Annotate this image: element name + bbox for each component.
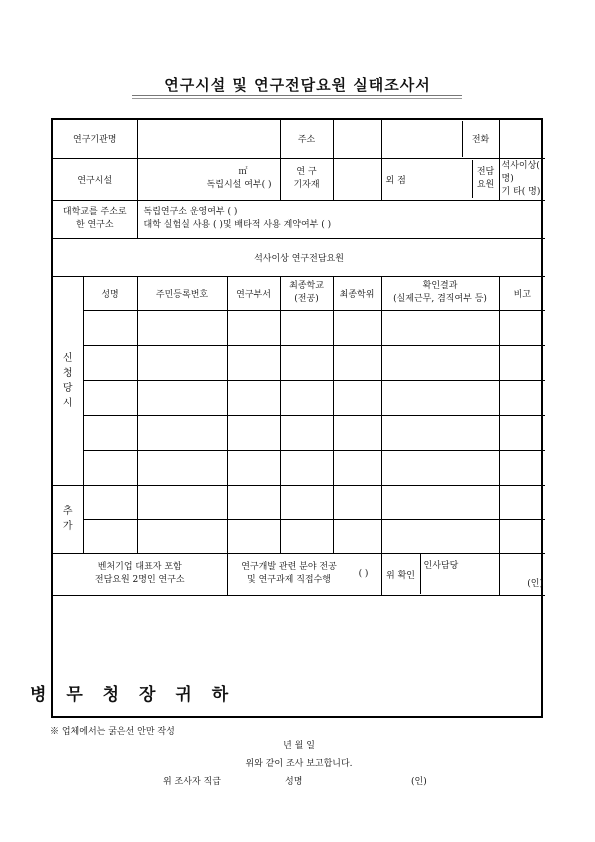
facility-field[interactable] — [137, 158, 280, 200]
col-name: 성명 — [83, 276, 137, 310]
equipment-label: 연 구 기자재 — [280, 158, 333, 200]
table-row — [53, 415, 545, 450]
venture-paren: ( ) — [358, 569, 369, 579]
column-header-row — [53, 276, 545, 310]
cell[interactable] — [280, 485, 333, 519]
cell[interactable] — [137, 485, 227, 519]
cell[interactable] — [227, 310, 280, 345]
equipment-field[interactable] — [333, 158, 381, 200]
cell[interactable] — [280, 345, 333, 380]
cell[interactable] — [381, 415, 499, 450]
institution-row — [53, 120, 545, 158]
group-added: 추 가 — [53, 485, 83, 553]
cell[interactable] — [333, 415, 381, 450]
cell[interactable] — [83, 519, 137, 553]
col-school: 최종학교 (전공) — [280, 276, 333, 310]
cell[interactable] — [227, 380, 280, 415]
addressee: 병 무 청 장 귀 하 — [30, 685, 236, 705]
table-row — [53, 310, 545, 345]
hr-seal[interactable]: (인) — [499, 553, 545, 595]
col-dept: 연구부서 — [227, 276, 280, 310]
cell[interactable] — [83, 485, 137, 519]
investigator-name-label: 성명 — [285, 777, 303, 787]
cell[interactable] — [499, 519, 545, 553]
address-field-extended[interactable] — [382, 121, 462, 157]
phone-field[interactable] — [499, 120, 545, 158]
equipment-staff-split — [381, 158, 499, 200]
cell[interactable] — [280, 380, 333, 415]
phone-label: 전화 — [462, 121, 499, 157]
title-underline — [132, 95, 462, 96]
cell[interactable] — [333, 380, 381, 415]
staff-counts[interactable] — [499, 158, 545, 200]
cell[interactable] — [83, 450, 137, 485]
report-statement: 위와 같이 조사 보고합니다. — [245, 759, 353, 769]
form-table — [53, 120, 545, 596]
cell[interactable] — [83, 415, 137, 450]
table-row — [53, 345, 545, 380]
instruction-note: ※ 업체에서는 굵은선 안만 작성 — [50, 727, 175, 737]
cell[interactable] — [227, 345, 280, 380]
cell[interactable] — [499, 345, 545, 380]
cell[interactable] — [137, 415, 227, 450]
cell[interactable] — [137, 345, 227, 380]
cell[interactable] — [381, 450, 499, 485]
cell[interactable] — [137, 310, 227, 345]
table-row — [53, 519, 545, 553]
staff-other: 기 타( 명) — [501, 186, 541, 197]
venture-condition[interactable]: 연구개발 관련 분야 전공 및 연구과제 직접수행 ( ) — [227, 553, 381, 595]
institution-label: 연구기관명 — [53, 120, 137, 158]
cell[interactable] — [280, 450, 333, 485]
cell[interactable] — [83, 380, 137, 415]
cell[interactable] — [381, 310, 499, 345]
cell[interactable] — [280, 415, 333, 450]
cell[interactable] — [381, 485, 499, 519]
venture-row — [53, 553, 545, 595]
col-degree: 최종학위 — [333, 276, 381, 310]
verify-label: 위 확인 — [382, 554, 421, 594]
cell[interactable] — [227, 450, 280, 485]
staff-masters: 석사이상( 명) — [501, 160, 540, 184]
cell[interactable] — [333, 310, 381, 345]
col-resident-no: 주민등록번호 — [137, 276, 227, 310]
cell[interactable] — [227, 485, 280, 519]
cell[interactable] — [280, 519, 333, 553]
cell[interactable] — [137, 519, 227, 553]
cell[interactable] — [333, 519, 381, 553]
cell[interactable] — [333, 485, 381, 519]
cell[interactable] — [227, 415, 280, 450]
report-date[interactable]: 년 월 일 — [283, 741, 315, 751]
cell[interactable] — [333, 345, 381, 380]
independent-institute-text: 독립연구소 운영여부 ( ) — [143, 207, 238, 217]
section-header: 석사이상 연구전담요원 — [53, 238, 545, 276]
cell[interactable] — [83, 310, 137, 345]
cell[interactable] — [227, 519, 280, 553]
cell[interactable] — [137, 450, 227, 485]
investigator-rank: 위 조사자 직급 — [163, 777, 221, 787]
cell[interactable] — [333, 450, 381, 485]
table-row — [53, 450, 545, 485]
title-underline-2 — [132, 98, 462, 99]
cell[interactable] — [381, 380, 499, 415]
cell[interactable] — [499, 450, 545, 485]
area-unit: ㎡ — [238, 167, 248, 177]
table-row — [53, 485, 545, 519]
hr-officer-field[interactable] — [421, 554, 499, 594]
university-details[interactable] — [137, 200, 545, 238]
cell[interactable] — [381, 519, 499, 553]
staff-label: 전담 요원 — [472, 160, 499, 198]
cell[interactable] — [280, 310, 333, 345]
cell[interactable] — [381, 345, 499, 380]
table-row — [53, 380, 545, 415]
cell[interactable] — [137, 380, 227, 415]
address-phone-split — [381, 120, 499, 158]
group-application: 신 청 당 시 — [53, 276, 83, 485]
cell[interactable] — [499, 310, 545, 345]
hr-officer-label: 인사담당 — [423, 561, 459, 571]
investigator-seal[interactable]: (인) — [411, 777, 427, 787]
venture-verify-split — [381, 553, 499, 595]
independent-facility-text: 독립시설 여부( ) — [206, 180, 272, 190]
address-label: 주소 — [280, 120, 333, 158]
cell[interactable] — [499, 485, 545, 519]
col-check: 확인결과 (실제근무, 겸직여부 등) — [381, 276, 499, 310]
col-remarks: 비고 — [499, 276, 545, 310]
venture-label: 벤처기업 대표자 포함 전담요원 2명인 연구소 — [53, 553, 227, 595]
institution-field[interactable] — [137, 120, 280, 158]
facility-row — [53, 158, 545, 200]
lab-usage-text: 대학 실험실 사용 ( )및 배타적 사용 계약여부 ( ) — [143, 220, 332, 230]
university-label: 대학교를 주소로 한 연구소 — [53, 200, 137, 238]
cell[interactable] — [83, 345, 137, 380]
cell[interactable] — [499, 380, 545, 415]
facility-label: 연구시설 — [53, 158, 137, 200]
section-header-row — [53, 238, 545, 276]
document-title: 연구시설 및 연구전담요원 실태조사서 — [164, 76, 431, 94]
cell[interactable] — [499, 415, 545, 450]
university-row — [53, 200, 545, 238]
address-field[interactable] — [333, 120, 381, 158]
equipment-value[interactable]: 외 점 — [385, 175, 406, 186]
